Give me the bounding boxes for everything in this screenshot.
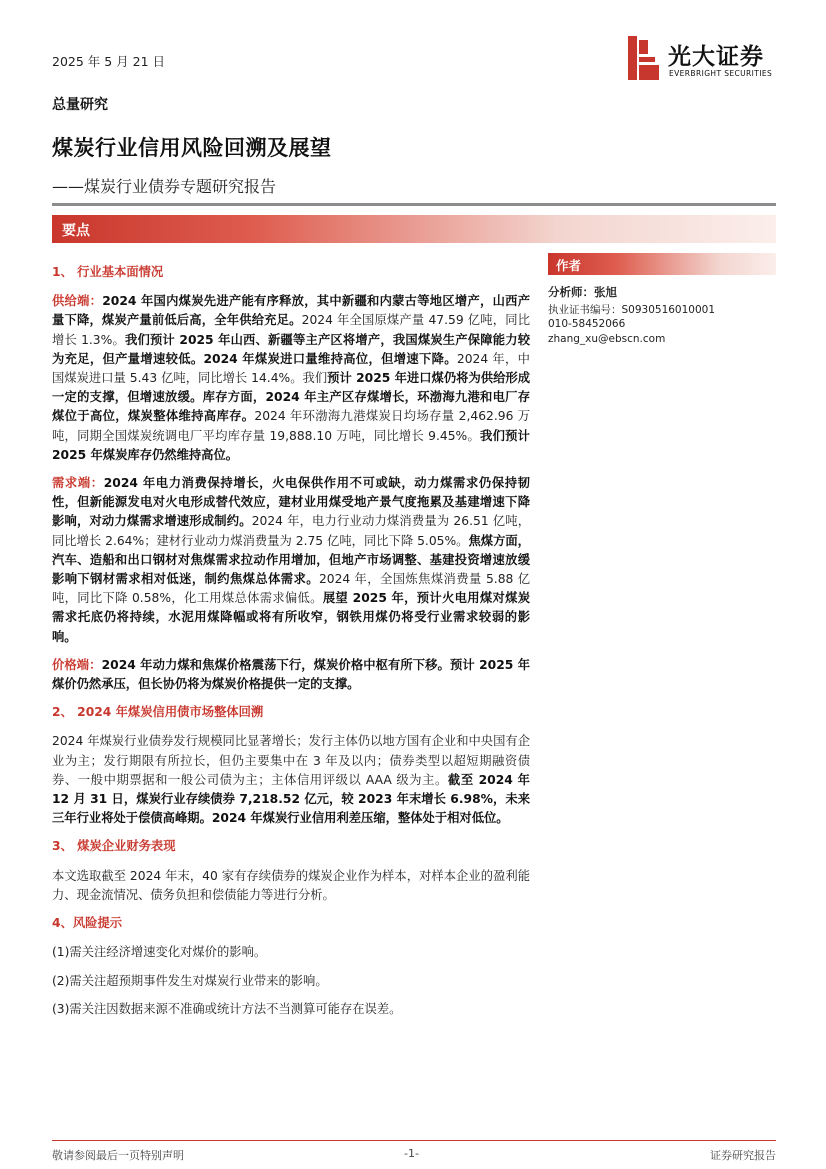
report-subtitle: ——煤炭行业债券专题研究报告 [52,177,277,196]
header-divider [52,203,776,206]
demand-paragraph: 需求端：2024 年电力消费保持增长，火电保供作用不可或缺，动力煤需求仍保持韧性，但新能源发电对火电形成替代效应，建材业用煤受地产景气度拖累及基建增速下降影响，对动力煤需求增速形成制约。2024 年，电力行业动力煤消费量为 26.51 亿吨，同比增长 2.64%；建材行业动力煤消费量为 2.75 亿吨，同比下降 5.05%。焦煤方面，汽车、造船和出口钢材对焦煤需求拉动作用增加，但地产市场调整、基建投资增速放缓影响下钢材需求相对低迷，制约焦煤总体需求。2024 年，全国炼焦煤消费量 5.88 亿吨，同比下降 0.58%，化工用煤总体需求偏低。展望 2025 年，预计火电用煤对煤炭需求托底仍将持续，水泥用煤降幅或将有所收窄，钢铁用煤仍将受行业需求较弱的影响。 [52,476,530,644]
price-paragraph: 价格端：2024 年动力煤和焦煤价格震荡下行，煤炭价格中枢有所下移。预计 2025 年煤价仍然承压，但长协仍将为煤炭价格提供一定的支撑。 [52,657,530,692]
supply-paragraph: 供给端：2024 年国内煤炭先进产能有序释放，其中新疆和内蒙古等地区增产，山西产量下降，煤炭产量前低后高，全年供给充足。2024 年全国原煤产量 47.59 亿吨，同比增长 1.3%。我们预计 2025 年山西、新疆等主产区将增产，我国煤炭生产保障能力较为充足，但产量增速较低。2024 年煤炭进口量维持高位，但增速下降。2024 年，中国煤炭进口量 5.43 亿吨，同比增长 14.4%。我们预计 2025 年进口煤仍将为供给形成一定的支撑，但增速放缓。库存方面，2024 年主产区存煤增长，环渤海九港和电厂存煤位于高位，煤炭整体维持高库存。2024 年环渤海九港煤炭日均场存量 2,462.96 万吨，同期全国煤炭统调电厂平均库存量 19,888.10 万吨，同比增长 9.45%。我们预计 2025 年煤炭库存仍然维持高位。 [52,294,530,462]
credit-market-paragraph: 2024 年煤炭行业债券发行规模同比显著增长；发行主体仍以地方国有企业和中央国有企业为主；发行期限有所拉长，但仍主要集中在 3 年及以内；债券类型以超短期融资债券、一般中期票据和一般公司债为主；主体信用评级以 AAA 级为主。截至 2024 年 12 月 31 日，煤炭行业存续债券 7,218.52 亿元，较 2023 年末增长 6.98%，未来三年行业将处于偿债高峰期。2024 年煤炭行业信用利差压缩，整体处于相对低位。 [52,734,530,826]
key-points-banner [52,215,776,243]
analyst-phone: 010-58452066 [548,318,626,330]
page-number: -1- [404,1147,419,1160]
supply-label: 供给端： [52,294,103,309]
author-info [548,285,776,346]
section-title-risks: 4、风险提示 [52,916,123,931]
financials-paragraph: 本文选取截至 2024 年末，40 家有存续债券的煤炭企业作为样本，对样本企业的盈利能力、现金流情况、债务负担和偿债能力等进行分析。 [52,868,530,902]
footer-disclaimer: 敬请参阅最后一页特别声明 [52,1149,184,1162]
license-number: 执业证书编号：S0930516010001 [548,303,716,316]
risk-item: (3)需关注因数据来源不准确或统计方法不当测算可能存在误差。 [52,1001,402,1016]
risk-item: (1)需关注经济增速变化对煤价的影响。 [52,945,267,960]
report-date: 2025 年 5 月 21 日 [52,54,166,69]
footer-divider [52,1140,776,1141]
main-content [52,258,530,1028]
brand-name-cn: 光大证券 [668,44,764,70]
report-title: 煤炭行业信用风险回溯及展望 [52,136,332,160]
brand-logo [628,36,778,84]
key-points-heading: 要点 [62,223,90,239]
everbright-logo-icon [628,36,660,80]
analyst-name: 分析师：张旭 [548,285,617,299]
section-title-financials: 3、 煤炭企业财务表现 [52,839,176,854]
price-label: 价格端： [52,657,102,672]
brand-name-en: EVERBRIGHT SECURITIES [669,69,773,78]
author-heading: 作者 [556,258,582,273]
footer-report-type: 证券研究报告 [710,1149,776,1162]
section-title-industry: 1、 行业基本面情况 [52,265,164,279]
demand-label: 需求端： [52,476,104,491]
report-category: 总量研究 [52,97,108,113]
author-banner [548,253,776,275]
section-title-credit-market: 2、 2024 年煤炭信用债市场整体回溯 [52,705,264,720]
risk-item: (2)需关注超预期事件发生对煤炭行业带来的影响。 [52,973,328,988]
analyst-email[interactable]: zhang_xu@ebscn.com [548,332,666,345]
